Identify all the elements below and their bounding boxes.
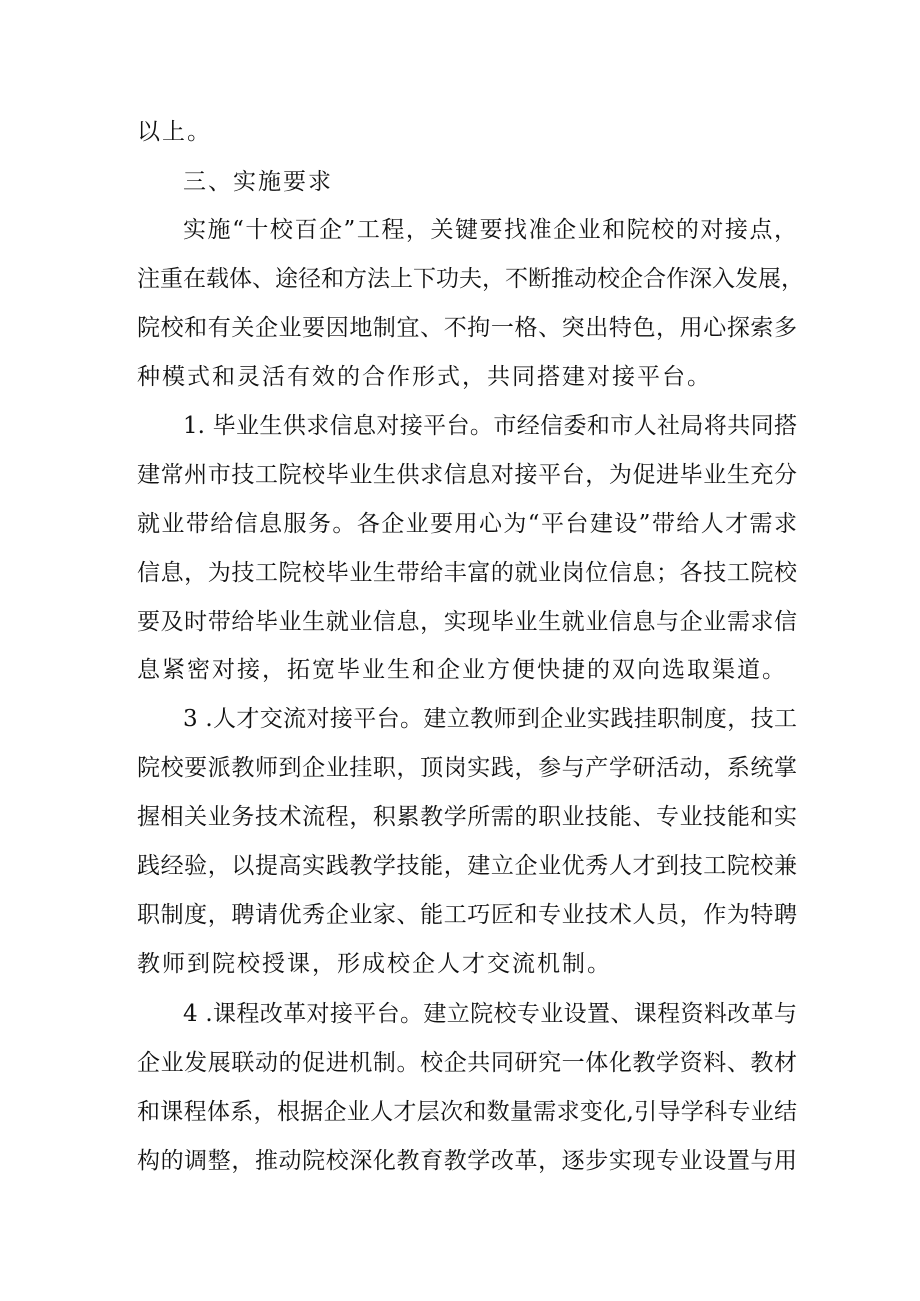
text-line: 要及时带给毕业生就业信息，实现毕业生就业信息与企业需求信: [137, 609, 797, 635]
text-line: 以上。: [137, 119, 212, 145]
text-line: 践经验，以提高实践教学技能，建立企业优秀人才到技工院校兼: [137, 853, 797, 879]
text-line: 职制度，聘请优秀企业家、能工巧匠和专业技术人员，作为特聘: [137, 902, 797, 928]
text-line: 1. 毕业生供求信息对接平台。市经信委和市人社局将共同搭: [183, 413, 797, 439]
text-line: 4 .课程改革对接平台。建立院校专业设置、课程资料改革与: [183, 1001, 797, 1027]
section-heading: 三、实施要求: [183, 169, 333, 195]
text-line: 息紧密对接，拓宽毕业生和企业方便快捷的双向选取渠道。: [137, 657, 787, 683]
text-line: 注重在载体、途径和方法上下功夫，不断推动校企合作深入发展，: [137, 266, 804, 292]
text-line: 企业发展联动的促进机制。校企共同研究一体化教学资料、教材: [137, 1050, 797, 1076]
text-line: 教师到院校授课，形成校企人才交流机制。: [137, 951, 612, 977]
text-line: 握相关业务技术流程，积累教学所需的职业技能、专业技能和实: [137, 804, 797, 830]
text-line: 实施“十校百企”工程，关键要找准企业和院校的对接点，: [183, 217, 797, 243]
text-line: 建常州市技工院校毕业生供求信息对接平台，为促进毕业生充分: [137, 462, 797, 488]
text-line: 信息，为技工院校毕业生带给丰富的就业岗位信息；各技工院校: [137, 560, 797, 586]
text-line: 院校和有关企业要因地制宜、不拘一格、突出特色，用心探索多: [137, 315, 797, 341]
text-line: 3 .人才交流对接平台。建立教师到企业实践挂职制度，技工: [183, 706, 797, 732]
text-line: 构的调整，推动院校深化教育教学改革，逐步实现专业设置与用: [137, 1148, 797, 1174]
text-line: 院校要派教师到企业挂职，顶岗实践，参与产学研活动，系统掌: [137, 755, 797, 781]
text-line: 就业带给信息服务。各企业要用心为“平台建设”带给人才需求: [137, 511, 797, 537]
text-line: 和课程体系，根据企业人才层次和数量需求变化,引导学科专业结: [137, 1099, 797, 1125]
text-line: 种模式和灵活有效的合作形式，共同搭建对接平台。: [137, 364, 712, 390]
